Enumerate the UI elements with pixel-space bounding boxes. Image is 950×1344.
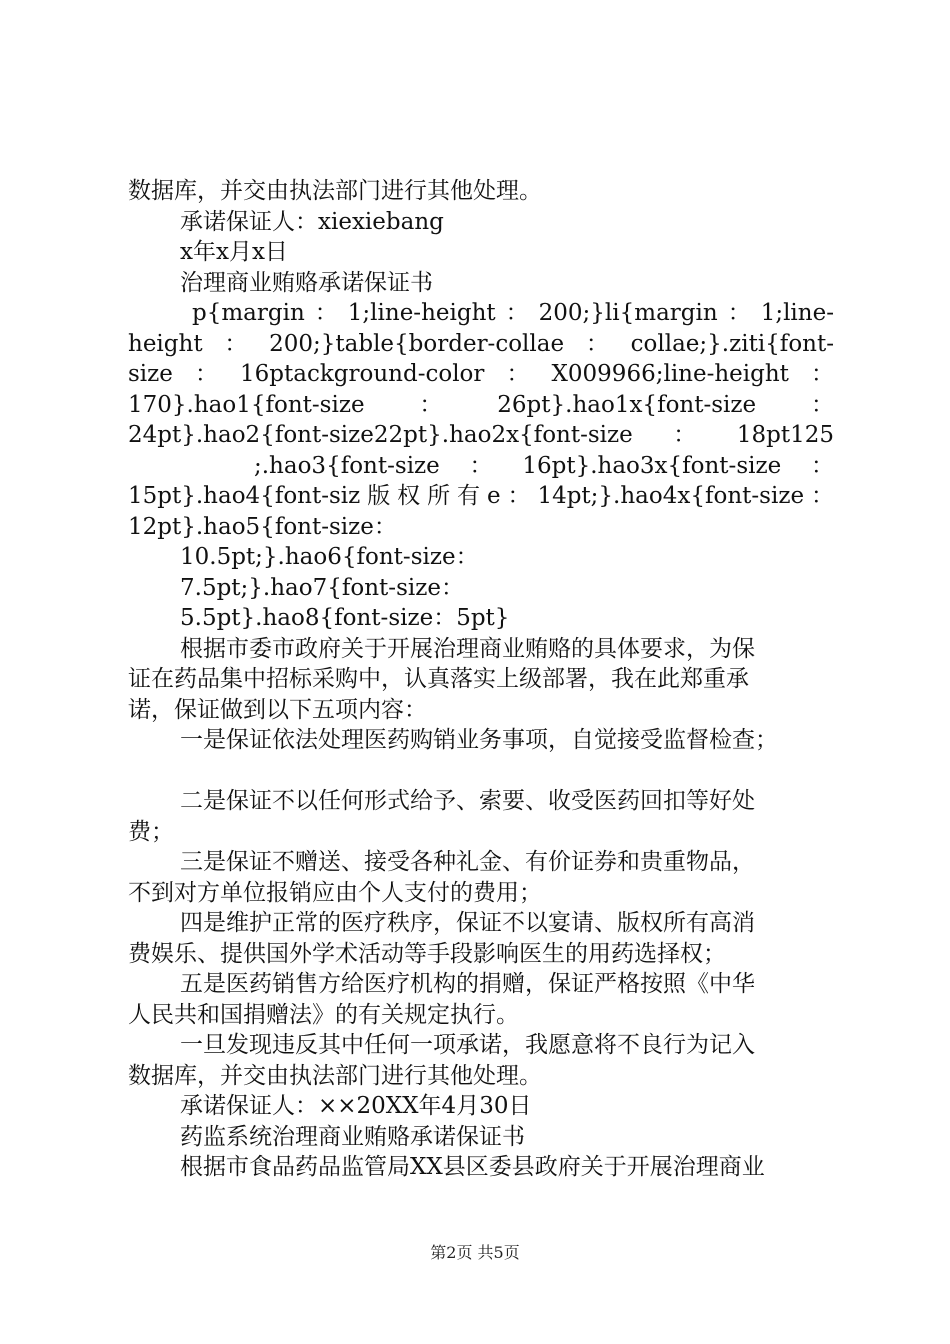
- paragraph-line: 人民共和国捐赠法》的有关规定执行。: [128, 1001, 519, 1028]
- css-text-line: 10.5pt;}.hao6{font-size：: [180, 544, 479, 570]
- css-text-line: ;.hao3{font-size：16pt}.hao3x{font-size：: [254, 452, 834, 479]
- page-number: 第2页 共5页: [430, 1243, 520, 1262]
- paragraph-line: 三是保证不赠送、接受各种礼金、有价证券和贵重物品，: [180, 849, 755, 875]
- css-text-line: 7.5pt;}.hao7{font-size：: [180, 574, 464, 601]
- paragraph-line: 四是维护正常的医疗秩序，保证不以宴请、版权所有高消: [180, 910, 755, 936]
- paragraph-line: 一是保证依法处理医药购销业务事项，自觉接受监督检查；: [180, 727, 778, 753]
- paragraph-line: 根据市食品药品监管局XX县区委县政府关于开展治理商业: [180, 1154, 765, 1180]
- css-text-line: 24pt}.hao2{font-size22pt}.hao2x{font-size：18pt125: [128, 422, 834, 448]
- paragraph-line: 费娱乐、提供国外学术活动等手段影响医生的用药选择权；: [128, 940, 726, 967]
- section-title: 治理商业贿赂承诺保证书: [180, 269, 433, 296]
- paragraph-line: 一旦发现违反其中任何一项承诺，我愿意将不良行为记入: [180, 1032, 755, 1058]
- paragraph-line: 五是医药销售方给医疗机构的捐赠，保证严格按照《中华: [180, 971, 755, 997]
- css-text-line: height：200;}table{border-collae：collae;}.ziti{font-: [128, 330, 834, 357]
- date-line: x年x月x日: [180, 239, 288, 265]
- css-text-line: 5.5pt}.hao8{font-size：5pt}: [180, 605, 510, 631]
- paragraph-line: 证在药品集中招标采购中，认真落实上级部署，我在此郑重承: [128, 666, 749, 692]
- paragraph-line: 二是保证不以任何形式给予、索要、收受医药回扣等好处: [180, 788, 755, 814]
- paragraph-line: 数据库，并交由执法部门进行其他处理。: [128, 1062, 542, 1089]
- paragraph-line: 诺，保证做到以下五项内容：: [128, 696, 427, 723]
- css-text-line: p{margin：1;line-height：200;}li{margin：1;line-: [192, 300, 834, 326]
- paragraph-line: 根据市委市政府关于开展治理商业贿赂的具体要求，为保: [180, 635, 755, 662]
- css-text-line: 12pt}.hao5{font-size：: [128, 513, 397, 540]
- blank-line: [128, 756, 834, 787]
- css-text-line: 15pt}.hao4{font-siz版权所有e：14pt;}.hao4x{font-size：: [128, 483, 834, 509]
- text-line: 数据库，并交由执法部门进行其他处理。: [128, 178, 542, 204]
- css-text-line: 170}.hao1{font-size：26pt}.hao1x{font-size：: [128, 391, 834, 418]
- signer-line: 承诺保证人：xiexiebang: [180, 208, 444, 235]
- document-body: [128, 176, 834, 1183]
- paragraph-line: 不到对方单位报销应由个人支付的费用；: [128, 879, 542, 906]
- css-text-line: size：16ptackground-color：X009966;line-height：: [128, 361, 834, 387]
- signer-line: 承诺保证人：××20XX年4月30日: [180, 1093, 532, 1119]
- section-title: 药监系统治理商业贿赂承诺保证书: [180, 1123, 525, 1150]
- paragraph-line: 费；: [128, 818, 174, 845]
